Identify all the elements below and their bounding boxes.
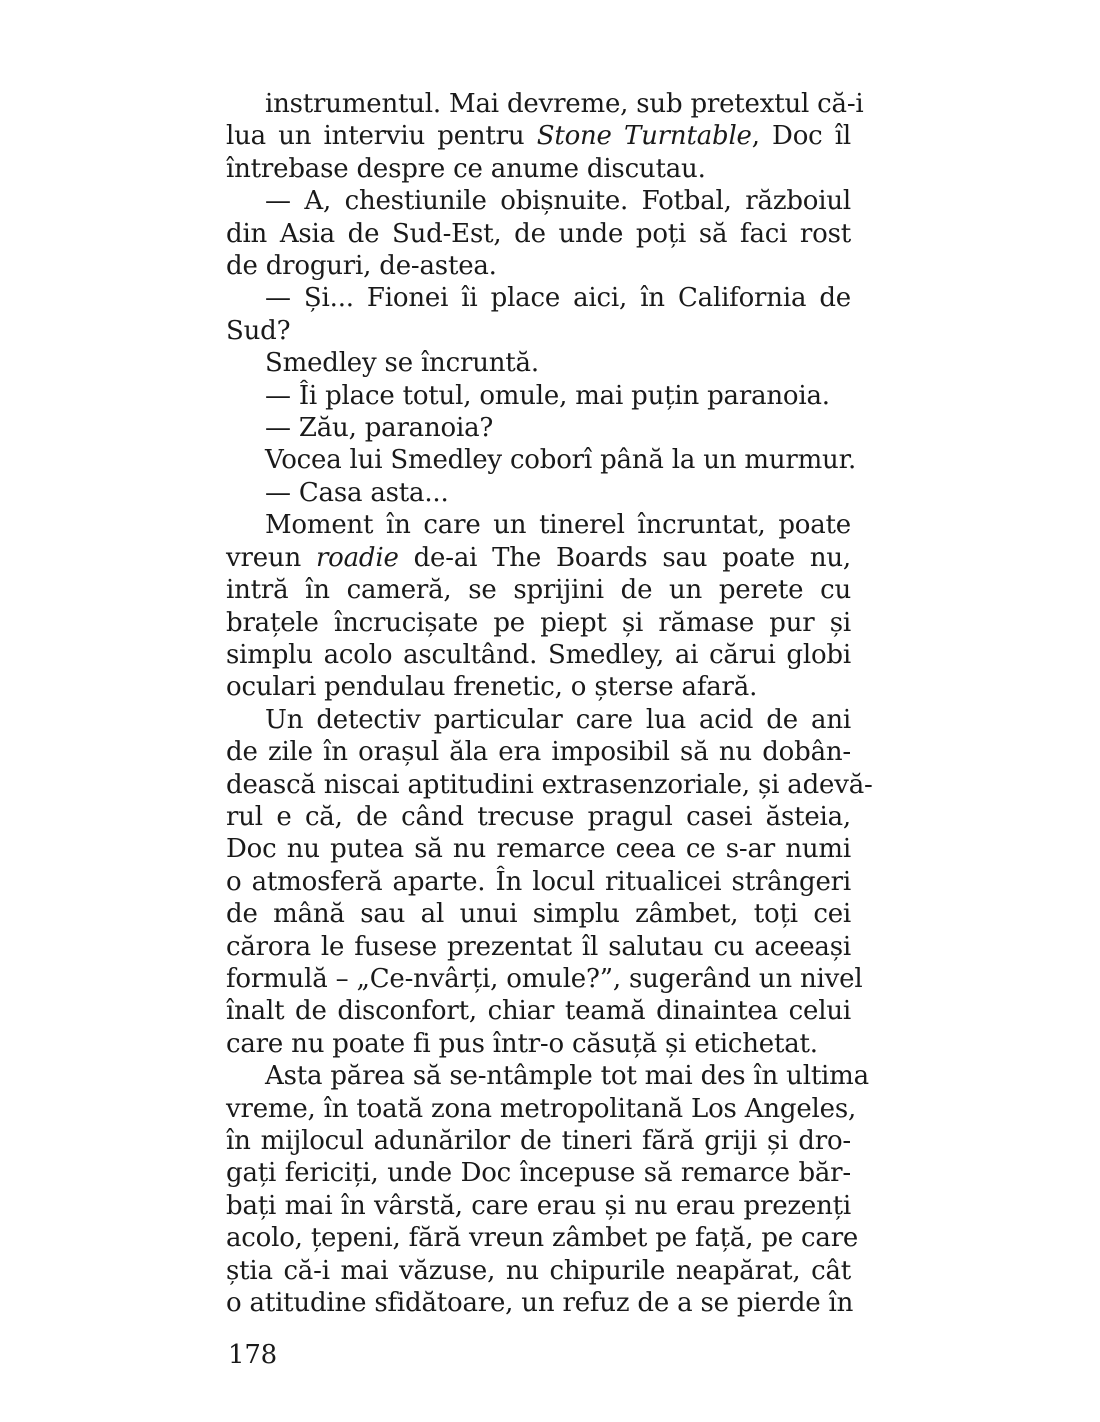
paragraph bbox=[226, 185, 851, 282]
paragraph bbox=[226, 444, 857, 476]
text-line: gați fericiți, unde Doc începuse să remarce băr- bbox=[226, 1158, 851, 1189]
text-line: dească niscai aptitudini extrasenzoriale, și adevă- bbox=[226, 769, 873, 800]
text-line: din Asia de Sud-Est, de unde poți să faci rost bbox=[226, 218, 851, 249]
text-line: — Și... Fionei îi place aici, în California de bbox=[265, 283, 851, 314]
text-line: cărora le fusese prezentat îl salutau cu aceeași bbox=[226, 931, 851, 962]
page-body bbox=[226, 88, 873, 1388]
body-text bbox=[226, 88, 873, 1319]
text-line: brațele încrucișate pe piept și rămase pur și bbox=[226, 607, 851, 638]
text-line: Sud? bbox=[226, 315, 291, 346]
paragraph bbox=[226, 477, 851, 509]
text-line: vreun roadie de-ai The Boards sau poate nu, bbox=[226, 542, 852, 573]
paragraph bbox=[226, 380, 851, 412]
text-line: o atmosferă aparte. În locul ritualicei strângeri bbox=[226, 866, 851, 897]
paragraph bbox=[226, 88, 864, 185]
text-line: rul e că, de când trecuse pragul casei ăsteia, bbox=[226, 801, 851, 832]
text-line: de zile în orașul ăla era imposibil să nu dobân- bbox=[226, 737, 851, 768]
text-line: care nu poate fi pus într-o căsuță și etichetat. bbox=[226, 1028, 818, 1059]
text-line: întrebase despre ce anume discutau. bbox=[226, 153, 706, 184]
text-line: — Îi place totul, omule, mai puțin paranoia. bbox=[265, 380, 830, 411]
paragraph bbox=[226, 282, 851, 347]
text-line: acolo, țepeni, fără vreun zâmbet pe față, pe care bbox=[226, 1223, 859, 1254]
page-number: 178 bbox=[228, 1340, 278, 1370]
paragraph bbox=[226, 1060, 869, 1319]
text-line: o atitudine sfidătoare, un refuz de a se pierde în bbox=[226, 1288, 854, 1319]
text-line: înalt de disconfort, chiar teamă dinaintea celui bbox=[226, 996, 851, 1027]
text-line: Un detectiv particular care lua acid de ani bbox=[265, 704, 851, 735]
text-line: Asta părea să se-ntâmple tot mai des în ultima bbox=[265, 1061, 869, 1092]
text-line: știa că-i mai văzuse, nu chipurile neapărat, cât bbox=[226, 1255, 851, 1286]
text-line: — Zău, paranoia? bbox=[265, 413, 494, 444]
text-line: Moment în care un tinerel încruntat, poate bbox=[265, 510, 851, 541]
text-line: în mijlocul adunărilor de tineri fără griji și dro- bbox=[226, 1126, 851, 1156]
paragraph bbox=[226, 347, 851, 379]
paragraph bbox=[226, 412, 851, 444]
text-line: Doc nu putea să nu remarce ceea ce s-ar numi bbox=[226, 834, 851, 865]
text-line: instrumentul. Mai devreme, sub pretextul că-i bbox=[265, 89, 864, 119]
paragraph bbox=[226, 509, 851, 703]
text-line: bați mai în vârstă, care erau și nu erau prezenți bbox=[226, 1190, 851, 1221]
text-line: vreme, în toată zona metropolitană Los Angeles, bbox=[226, 1093, 857, 1124]
text-line: lua un interviu pentru Stone Turntable, Doc îl bbox=[226, 121, 851, 152]
text-line: simplu acolo ascultând. Smedley, ai cărui globi bbox=[226, 639, 851, 670]
text-line: Vocea lui Smedley coborî până la un murmur. bbox=[265, 445, 857, 476]
text-line: de mână sau al unui simplu zâmbet, toți cei bbox=[226, 899, 851, 930]
text-line: de droguri, de-astea. bbox=[226, 251, 497, 282]
text-line: formulă – „Ce-nvârți, omule?”, sugerând un nivel bbox=[226, 963, 863, 994]
text-line: — Casa asta... bbox=[265, 477, 449, 508]
paragraph bbox=[226, 704, 873, 1060]
text-line: oculari pendulau frenetic, o șterse afară. bbox=[226, 672, 758, 703]
text-line: — A, chestiunile obișnuite. Fotbal, războiul bbox=[265, 186, 851, 217]
text-line: Smedley se încruntă. bbox=[265, 348, 539, 379]
text-line: intră în cameră, se sprijini de un perete cu bbox=[226, 575, 851, 606]
